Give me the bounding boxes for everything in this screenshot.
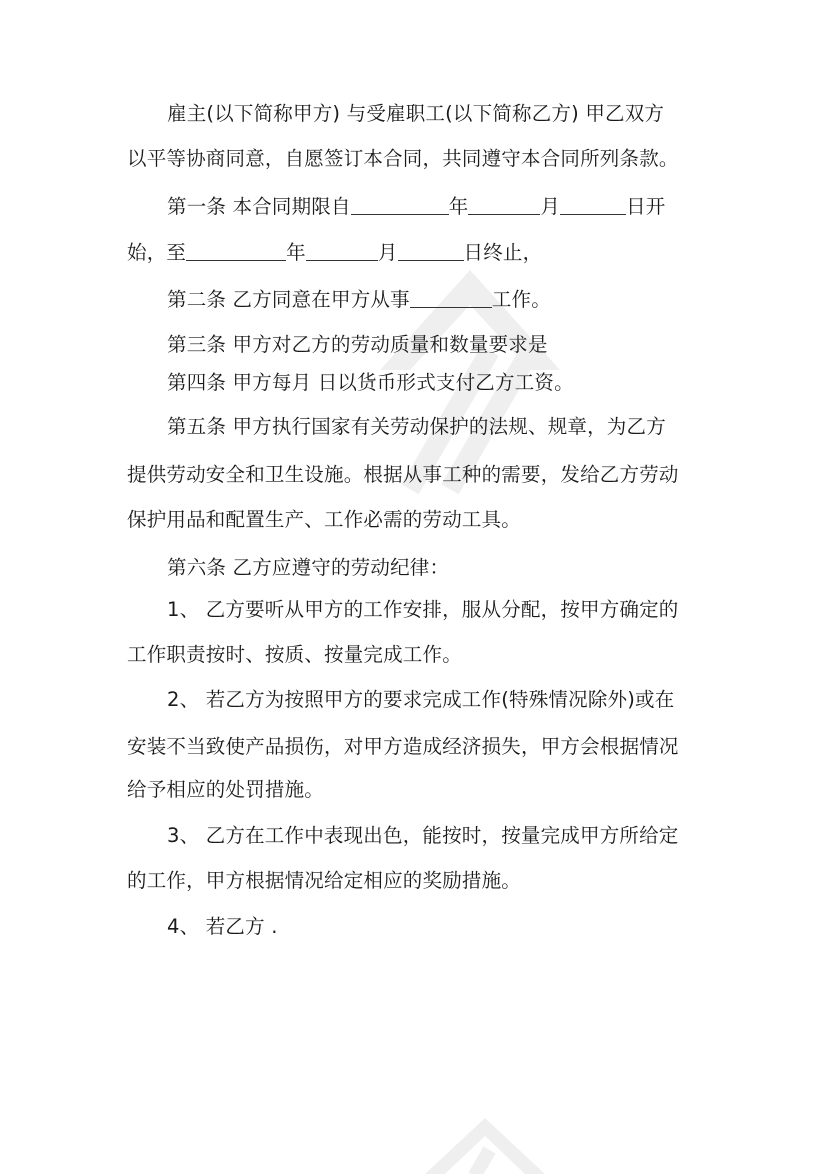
job-title-blank[interactable] <box>410 287 492 308</box>
article-5-line-3: 保护用品和配置生产、工作必需的劳动工具。 <box>127 508 522 531</box>
preamble-line-1: 雇主(以下简称甲方) 与受雇职工(以下简称乙方) 甲乙双方 <box>167 102 665 125</box>
end-month-blank[interactable] <box>306 240 378 261</box>
article-4: 第四条 甲方每月 日以货币形式支付乙方工资。 <box>167 371 574 394</box>
start-month-blank[interactable] <box>468 194 540 215</box>
article-2-label: 第二条 乙方同意在甲方从事 <box>167 288 410 311</box>
article-2 <box>167 287 707 313</box>
rule-1-line-1: 1、 乙方要听从甲方的工作安排，服从分配，按甲方确定的 <box>167 598 679 621</box>
article-1-line-1 <box>167 194 707 220</box>
article-3: 第三条 甲方对乙方的劳动质量和数量要求是 <box>167 333 548 356</box>
month-label: 月 <box>540 195 561 218</box>
article-1-line-2 <box>127 240 707 266</box>
article-6-heading: 第六条 乙方应遵守的劳动纪律： <box>167 556 450 579</box>
end-day-blank[interactable] <box>398 240 464 261</box>
start-year-blank[interactable] <box>351 194 449 215</box>
preamble-line-2: 以平等协商同意，自愿签订本合同，共同遵守本合同所列条款。 <box>127 147 679 170</box>
article-5-line-1: 第五条 甲方执行国家有关劳动保护的法规、规章，为乙方 <box>167 415 666 438</box>
year-label: 年 <box>286 241 306 264</box>
until-label: 始，至 <box>127 241 187 264</box>
work-label: 工作。 <box>491 288 551 311</box>
rule-3-line-1: 3、 乙方在工作中表现出色，能按时，按量完成甲方所给定 <box>167 824 679 847</box>
rule-2-line-2: 安装不当致使产品损伤，对甲方造成经济损失，甲方会根据情况 <box>127 735 679 758</box>
start-day-blank[interactable] <box>560 194 626 215</box>
month-label: 月 <box>377 241 398 264</box>
rule-2-line-1: 2、 若乙方为按照甲方的要求完成工作(特殊情况除外)或在 <box>167 688 675 711</box>
rule-3-line-2: 的工作，甲方根据情况给定相应的奖励措施。 <box>127 869 522 892</box>
rule-4-line-1: 4、 若乙方 . <box>167 915 278 938</box>
year-label: 年 <box>448 195 469 218</box>
article-1-label: 第一条 本合同期限自 <box>167 195 351 218</box>
end-year-blank[interactable] <box>186 240 286 261</box>
end-day-label: 日终止， <box>463 241 543 264</box>
watermark-logo-icon <box>425 1118 545 1174</box>
day-label: 日开 <box>626 195 666 218</box>
article-5-line-2: 提供劳动安全和卫生设施。根据从事工种的需要，发给乙方劳动 <box>127 463 679 486</box>
rule-1-line-2: 工作职责按时、按质、按量完成工作。 <box>127 643 462 666</box>
rule-2-line-3: 给予相应的处罚措施。 <box>127 778 325 801</box>
